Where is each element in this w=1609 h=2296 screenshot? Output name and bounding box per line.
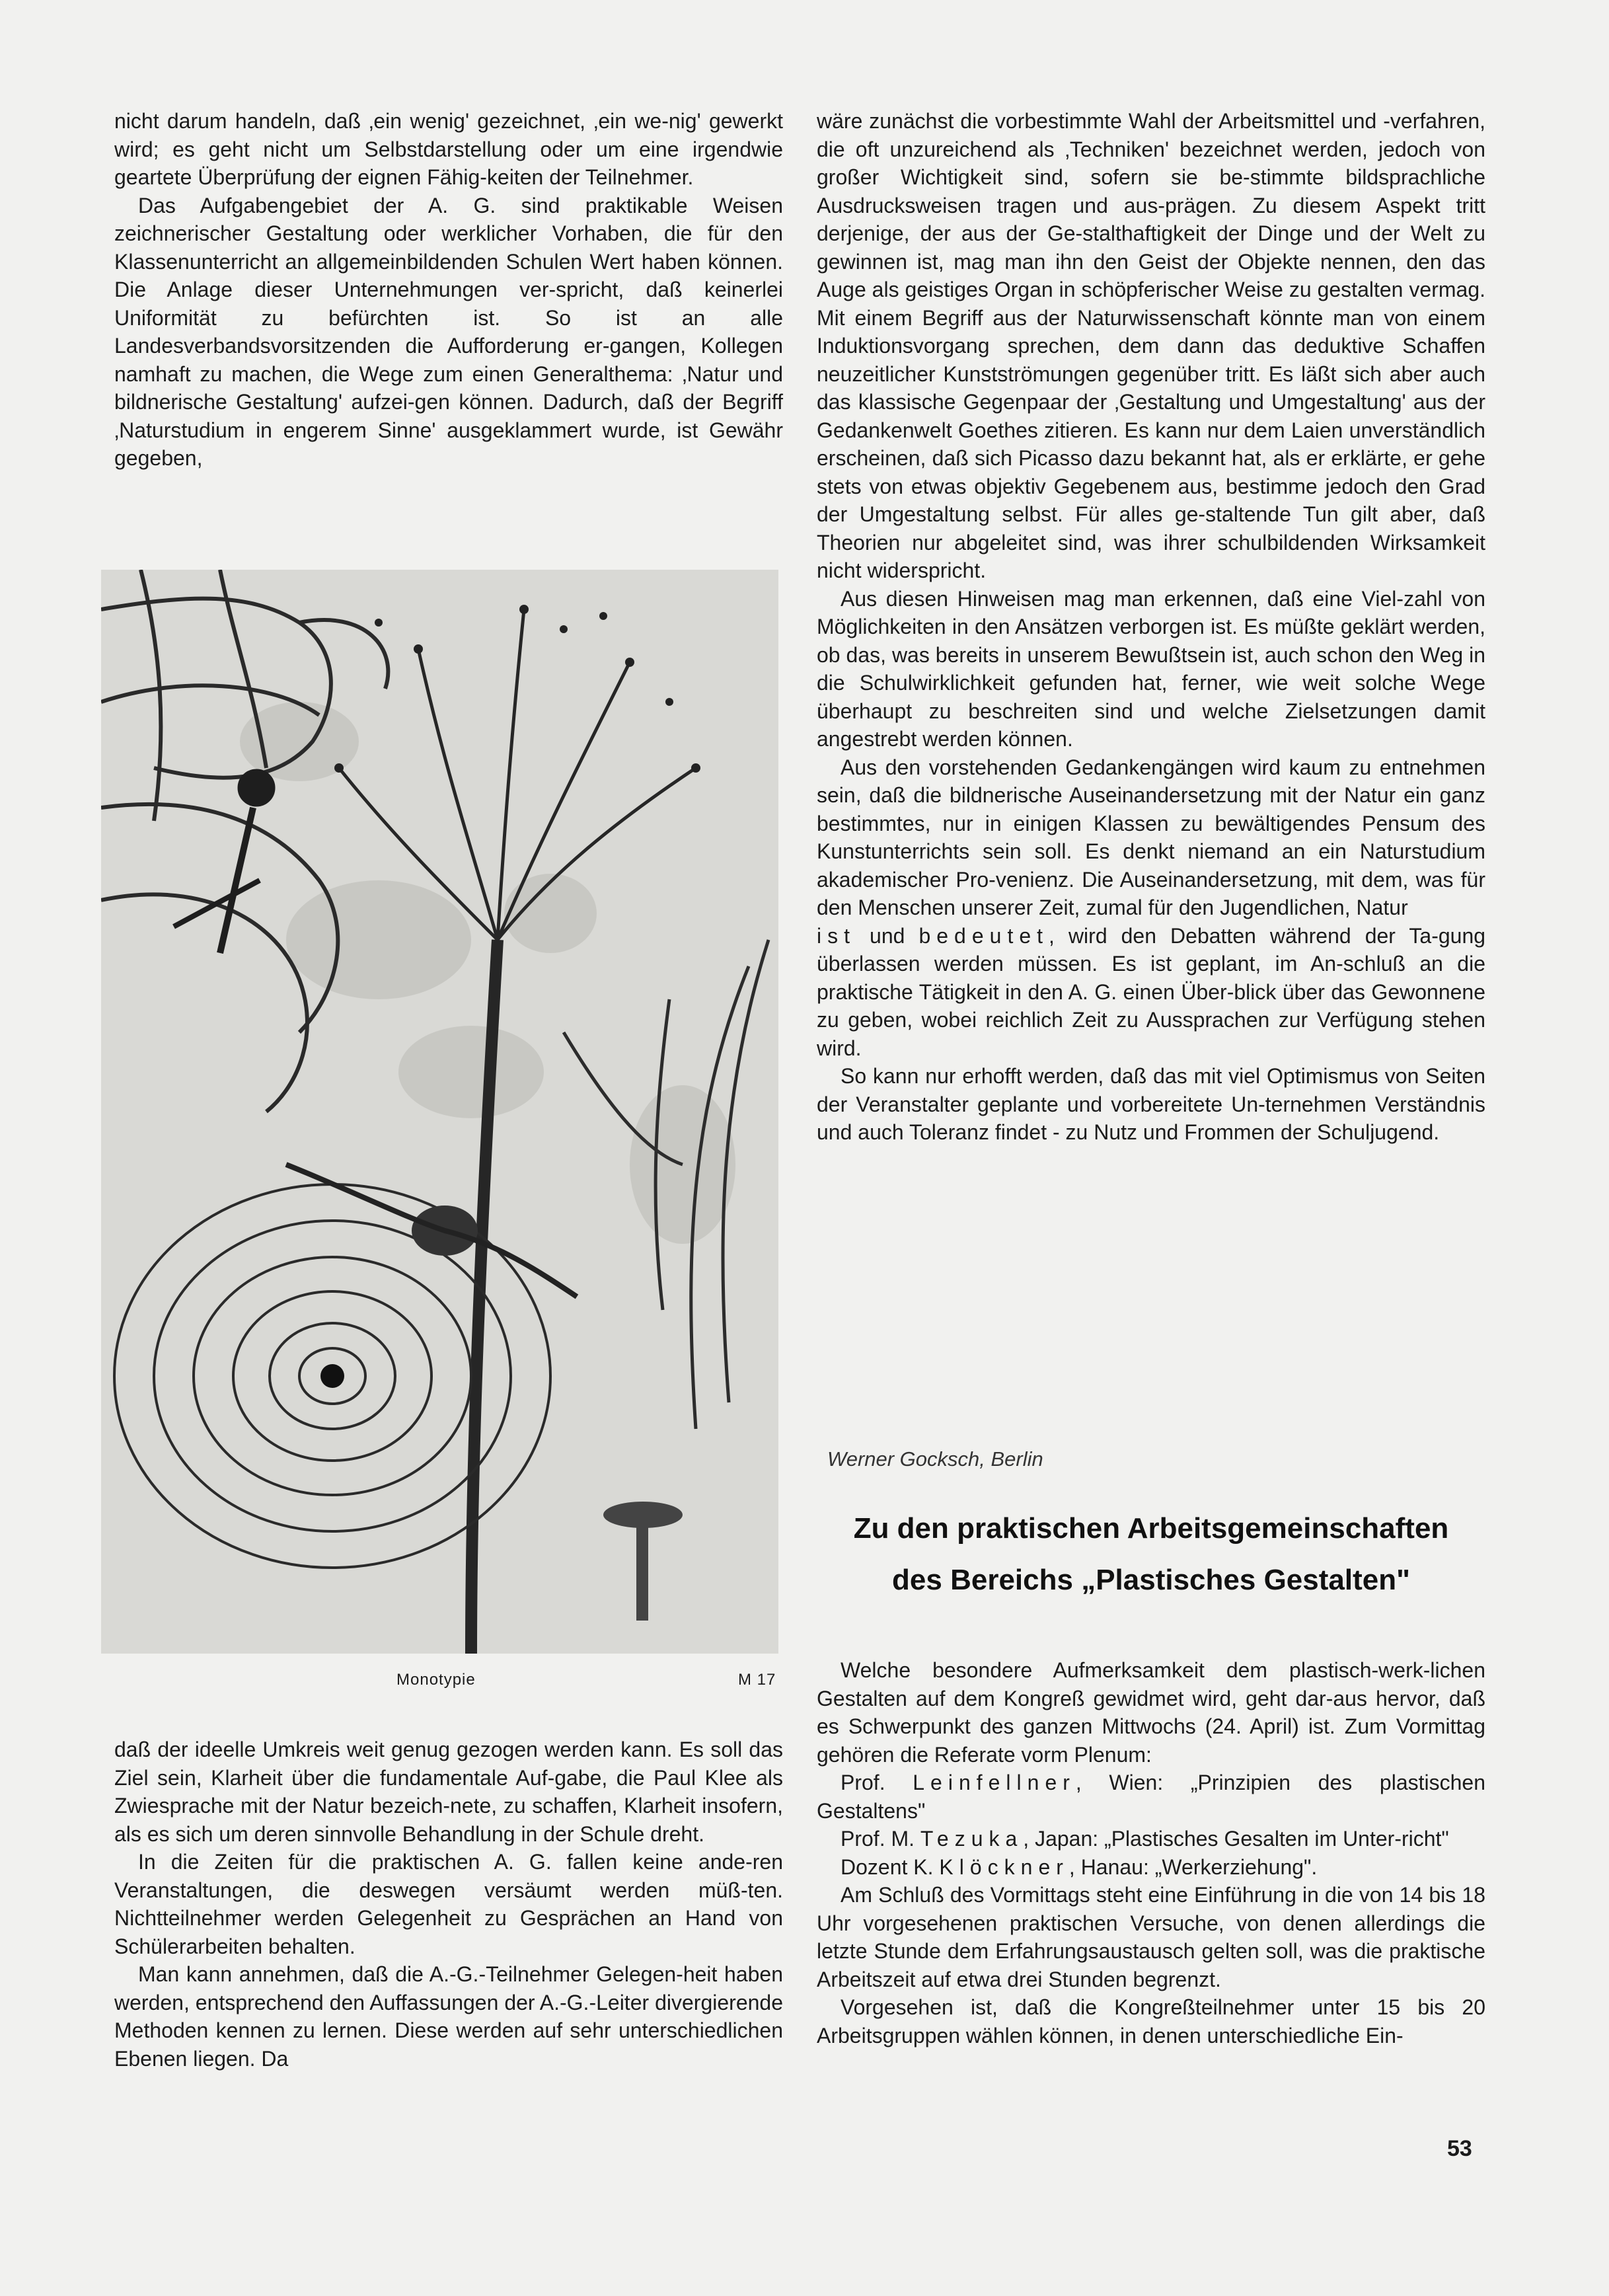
article-title bbox=[817, 1503, 1485, 1606]
left-column-bottom bbox=[114, 1736, 783, 2073]
paragraph: Man kann annehmen, daß die A.-G.-Teilnehmer Gelegen-heit haben werden, entsprechend den Auffassungen der A.-G.-Leiter divergierende Methoden kennen zu lernen. Diese werden auf sehr unterschiedlichen Ebenen liegen. Da bbox=[114, 1962, 783, 2071]
referent-topic: , Japan: „Plastisches Gesalten im Unter-richt" bbox=[1023, 1827, 1449, 1851]
spaced-word: bedeutet bbox=[918, 923, 1049, 948]
referent-topic: , Hanau: „Werkerziehung". bbox=[1068, 1855, 1318, 1879]
referent-entry bbox=[817, 1825, 1485, 1853]
article-byline: Werner Gocksch, Berlin bbox=[827, 1447, 1043, 1471]
paragraph: daß der ideelle Umkreis weit genug gezogen werden kann. Es soll das Ziel sein, Klarheit über die fundamentale Auf-gabe, die Paul Klee als Zwiesprache mit der Natur bezeich-nete, zu schaffen, Klarheit insofern, als es sich um deren sinnvolle Behandlung in der Schule dreht. bbox=[114, 1738, 783, 1846]
title-line: des Bereichs „Plastisches Gestalten" bbox=[892, 1564, 1410, 1596]
paragraph: In die Zeiten für die praktischen A. G. fallen keine ande-ren Veranstaltungen, die deswegen versäumt werden müß-ten. Nichtteilnehmer werden Gelegenheit zu Gesprächen an Hand von Schülerarbeiten behalten. bbox=[114, 1850, 783, 1958]
paragraph: So kann nur erhofft werden, daß das mit viel Optimismus von Seiten der Veranstalter geplante und vorbereitete Un-ternehmen Verständnis und auch Toleranz findet - zu Nutz und Frommen der Schuljugend. bbox=[817, 1064, 1485, 1144]
paragraph: wäre zunächst die vorbestimmte Wahl der Arbeitsmittel und -verfahren, die oft unzureichend als ‚Techniken' bezeichnet werden, jedoch von großer Wichtigkeit sind, sofern sie be-stimmte bildsprachliche Ausdrucksweisen tragen und aus-prägen. Zu diesem Aspekt tritt derjenige, der aus der Ge-stalthaftigkeit der Dinge und der Welt zu gewinnen ist, mag man ihn den Geist der Objekte nennen, den das Auge als geistiges Organ in schöpferischer Weise zu gestalten vermag. Mit einem Begriff aus der Naturwissenschaft könnte man von einem Induktionsvorgang sprechen, dem dann das deduktive Schaffen neuzeitlicher Kunstströmungen gegenüber tritt. Es läßt sich aber auch das klassische Gegenpaar der ‚Gestaltung und Umgestaltung' aus der Gedankenwelt Goethes zitieren. Es kann nur dem Laien unverständlich erscheinen, daß sich Picasso dazu bekannt hat, als er erklärte, er gehe stets von etwas objektiv Gegebenem aus, bestimme jedoch den Grad der Umgestaltung selbst. Für alles ge-staltende Tun gilt aber, daß Theorien nur abgeleitet sind, was ihrer schulbildenden Wirksamkeit nicht widerspricht. bbox=[817, 109, 1485, 582]
paragraph: Welche besondere Aufmerksamkeit dem plastisch-werk-lichen Gestalten auf dem Kongreß gewidmet wird, geht dar-aus hervor, daß es Schwerpunkt des ganzen Mittwochs (24. April) ist. Zum Vormittag gehören die Referate vorm Plenum: bbox=[817, 1658, 1485, 1767]
referent-name: Leinfellner bbox=[913, 1771, 1076, 1794]
paragraph: Aus den vorstehenden Gedankengängen wird kaum zu entnehmen sein, daß die bildnerische Auseinandersetzung mit der Natur ein ganz bestimmtes, nur in einigen Klassen zu bewältigendes Pensum des Kunstunterrichts sein soll. Es denkt niemand an ein Naturstudium akademischer Pro-venienz. Die Auseinandersetzung, mit dem, was für den Menschen unserer Zeit, zumal für den Jugendlichen, Natur bbox=[817, 755, 1485, 919]
paragraph: Das Aufgabengebiet der A. G. sind praktikable Weisen zeichnerischer Gestaltung oder werklicher Vorhaben, die für den Klassenunterricht an allgemeinbildenden Schulen Wert haben können. Die Anlage dieser Unternehmungen ver-spricht, daß keinerlei Uniformität zu befürchten ist. So ist an alle Landesverbandsvorsitzenden die Aufforderung er-gangen, Kollegen namhaft zu machen, die Wege zum einen Generalthema: ‚Natur und bildnerische Gestaltung' aufzei-gen können. Dadurch, daß der Begriff ‚Naturstudium in engerem Sinne' ausgeklammert wurde, ist Gewähr gegeben, bbox=[114, 193, 783, 470]
right-column-bottom bbox=[817, 1656, 1485, 2049]
paragraph: Am Schluß des Vormittags steht eine Einführung in die von 14 bis 18 Uhr vorgesehenen praktischen Versuche, von denen allerdings die letzte Stunde dem Erfahrungsaustausch gelten soll, was die praktische Arbeitszeit auf etwa drei Stunden begrenzt. bbox=[817, 1883, 1485, 1991]
referent-entry bbox=[817, 1769, 1485, 1825]
paragraph-tail: wird den Debatten während der Ta-gung überlassen werden müssen. Es ist geplant, im An-schluß an die praktische Tätigkeit in den A. G. einen Über-blick über das Gewonnene zu geben, wobei reichlich Zeit zu Aussprachen zur Verfügung stehen wird. bbox=[817, 923, 1486, 1060]
page-number: 53 bbox=[1447, 2136, 1472, 2161]
monotype-artwork bbox=[101, 570, 778, 1654]
joiner-word: und bbox=[870, 923, 905, 948]
right-column-top bbox=[817, 107, 1485, 1147]
spaced-word: ist bbox=[817, 923, 856, 948]
paragraph: Vorgesehen ist, daß die Kongreßteilnehmer unter 15 bis 20 Arbeitsgruppen wählen können, in denen unterschiedliche Ein- bbox=[817, 1995, 1485, 2047]
referent-title: Dozent K. bbox=[841, 1855, 934, 1879]
referent-title: Prof. bbox=[841, 1771, 885, 1794]
referent-entry bbox=[817, 1853, 1485, 1882]
title-line: Zu den praktischen Arbeitsgemeinschaften bbox=[853, 1512, 1449, 1545]
paragraph-emphasis: ist und bedeutet, wird den Debatten während der Ta-gung überlassen werden müssen. Es ist geplant, im An-schluß an die praktische Tätigkeit in den A. G. einen Über-blick über das Gewonnene zu geben, wobei reichlich Zeit zu Aussprachen zur Verfügung stehen wird. bbox=[817, 923, 1486, 1060]
referent-title: Prof. M. bbox=[841, 1827, 915, 1851]
paragraph: Aus diesen Hinweisen mag man erkennen, daß eine Viel-zahl von Möglichkeiten in den Ansätzen verborgen ist. Es müßte geklärt werden, ob das, was bereits in unserem Bewußtsein ist, auch schon den Weg in die Schulwirklichkeit gefunden hat, ferner, wie weit solche Wege überhaupt zu beschreiten sind und welche Zielsetzungen damit angestrebt werden können. bbox=[817, 586, 1485, 751]
figure-caption: Monotypie bbox=[396, 1671, 476, 1689]
referent-name: Tezuka bbox=[920, 1827, 1024, 1851]
referent-topic: , Wien: „Prinzipien des plastischen Gestaltens" bbox=[817, 1771, 1486, 1823]
referent-name: Klöckner bbox=[939, 1855, 1069, 1879]
paragraph: nicht darum handeln, daß ‚ein wenig' gezeichnet, ‚ein we-nig' gewerkt wird; es geht nicht um Selbstdarstellung oder um eine irgendwie geartete Überprüfung der eignen Fähig-keiten der Teilnehmer. bbox=[114, 109, 783, 189]
left-column-top bbox=[114, 107, 783, 473]
figure-number: M 17 bbox=[738, 1671, 776, 1689]
